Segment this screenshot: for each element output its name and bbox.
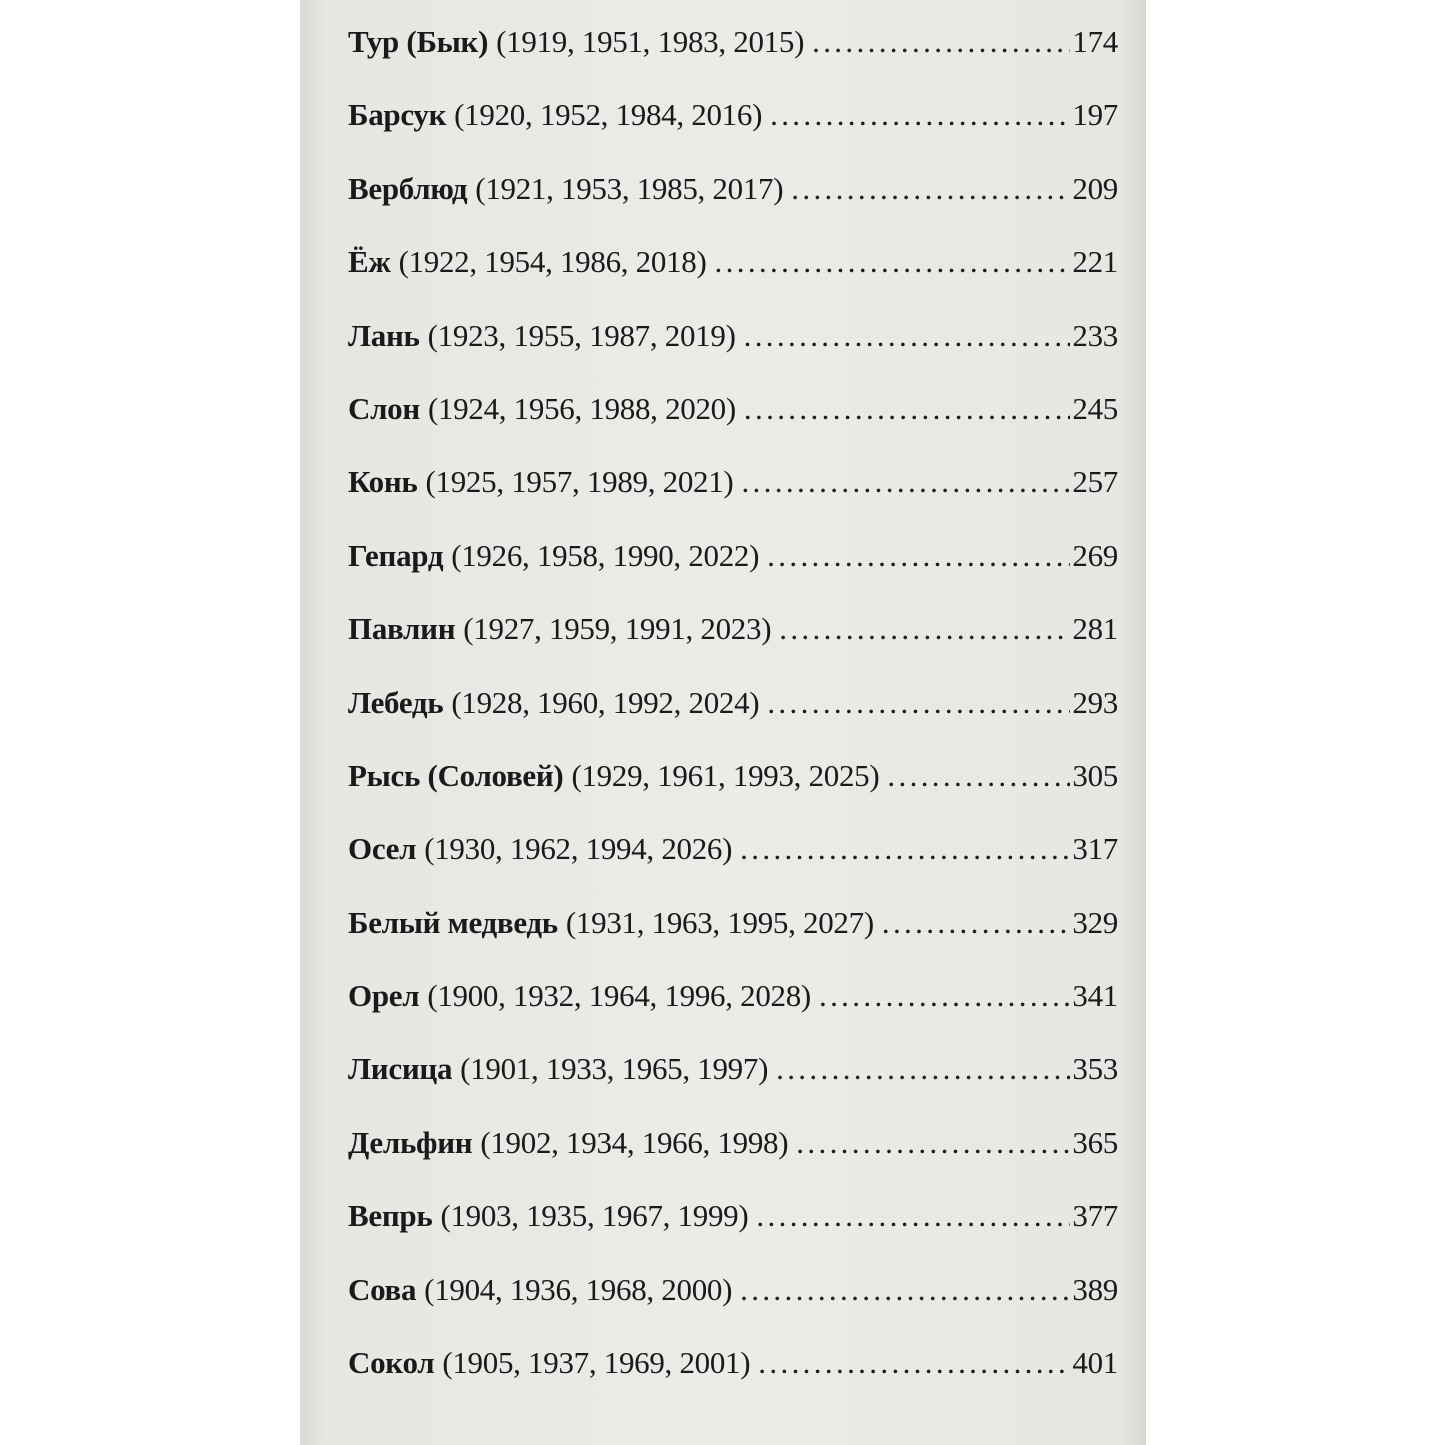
toc-entry-name: Павлин — [348, 611, 456, 647]
dot-leader — [819, 978, 1070, 1014]
toc-entry-page-number: 233 — [1072, 317, 1118, 353]
toc-entry-years: (1927, 1959, 1991, 2023) — [463, 611, 772, 647]
toc-entry-name: Тур (Бык) — [348, 24, 489, 59]
toc-entry-page-number: 389 — [1072, 1271, 1118, 1307]
toc-entry-years: (1921, 1953, 1985, 2017) — [475, 170, 784, 206]
toc-entry-name: Лебедь — [348, 684, 444, 720]
toc-entry — [348, 831, 1118, 904]
toc-entry-name: Верблюд — [348, 170, 468, 206]
toc-entry-name: Дельфин — [348, 1124, 473, 1160]
dot-leader — [740, 831, 1070, 867]
toc-entry — [348, 538, 1118, 611]
toc-entry-page-number: 209 — [1072, 170, 1118, 206]
toc-entry-years: (1931, 1963, 1995, 2027) — [565, 904, 874, 940]
toc-entry-page-number: 257 — [1072, 464, 1118, 500]
toc-entry-name: Рысь (Соловей) — [348, 757, 564, 793]
toc-entry — [348, 611, 1118, 684]
toc-entry-years: (1924, 1956, 1988, 2020) — [427, 390, 736, 426]
toc-entry-page-number: 245 — [1072, 390, 1118, 426]
toc-entry — [348, 318, 1118, 391]
toc-entry-name: Орел — [348, 978, 420, 1014]
toc-entry-years: (1930, 1962, 1994, 2026) — [424, 831, 733, 867]
dot-leader — [796, 1125, 1070, 1161]
dot-leader — [812, 24, 1070, 60]
dot-leader — [882, 905, 1071, 941]
toc-entry-years: (1905, 1937, 1969, 2001) — [442, 1345, 751, 1381]
toc-entry — [348, 758, 1118, 831]
toc-entry — [348, 1272, 1118, 1345]
toc-entry-years: (1904, 1936, 1968, 2000) — [424, 1271, 733, 1307]
toc-entry-name: Сокол — [348, 1345, 435, 1381]
toc-entry-page-number: 305 — [1072, 757, 1118, 793]
toc-entry-years: (1929, 1961, 1993, 2025) — [571, 757, 880, 793]
toc-entry-name: Ёж — [348, 244, 391, 280]
toc-entry-page-number: 269 — [1072, 537, 1118, 573]
toc-entry-page-number: 281 — [1072, 611, 1118, 647]
toc-entry-years: (1926, 1958, 1990, 2022) — [451, 537, 760, 573]
dot-leader — [767, 538, 1070, 574]
toc-entry-name: Барсук — [348, 97, 447, 133]
toc-entry-years: (1920, 1952, 1984, 2016) — [454, 97, 763, 133]
toc-entry-page-number: 174 — [1072, 24, 1118, 59]
toc-entry-name: Сова — [348, 1271, 417, 1307]
toc-entry — [348, 171, 1118, 244]
dot-leader — [758, 1345, 1070, 1381]
toc-entry — [348, 685, 1118, 758]
toc-entry — [348, 1051, 1118, 1124]
toc-entry-name: Белый медведь — [348, 904, 558, 940]
toc-entry — [348, 978, 1118, 1051]
toc-entry-name: Осел — [348, 831, 417, 867]
toc-entry-name: Лань — [348, 317, 420, 353]
toc-entry-years: (1928, 1960, 1992, 2024) — [451, 684, 760, 720]
toc-entry-page-number: 377 — [1072, 1198, 1118, 1234]
dot-leader — [887, 758, 1070, 794]
toc-entry — [348, 391, 1118, 464]
toc-entry-name: Лисица — [348, 1051, 453, 1087]
toc-entry-name: Вепрь — [348, 1198, 433, 1234]
toc-entry-years: (1902, 1934, 1966, 1998) — [480, 1124, 789, 1160]
dot-leader — [756, 1198, 1070, 1234]
dot-leader — [740, 1272, 1070, 1308]
dot-leader — [715, 244, 1071, 280]
toc-entry — [348, 1125, 1118, 1198]
toc-entry-years: (1923, 1955, 1987, 2019) — [427, 317, 736, 353]
toc-entry-name: Слон — [348, 390, 420, 426]
dot-leader — [744, 318, 1071, 354]
toc-entry — [348, 464, 1118, 537]
dot-leader — [767, 685, 1070, 721]
toc-entry — [348, 244, 1118, 317]
dot-leader — [770, 97, 1070, 133]
toc-entry — [348, 1345, 1118, 1418]
toc-entry — [348, 905, 1118, 978]
toc-entry-years: (1903, 1935, 1967, 1999) — [440, 1198, 749, 1234]
toc-entry — [348, 97, 1118, 170]
toc-entry-page-number: 221 — [1072, 244, 1118, 280]
dot-leader — [741, 464, 1070, 500]
toc-entry-years: (1925, 1957, 1989, 2021) — [425, 464, 734, 500]
toc-entry-page-number: 197 — [1072, 97, 1118, 133]
toc-entry-name: Конь — [348, 464, 418, 500]
toc-entry-page-number: 353 — [1072, 1051, 1118, 1087]
toc-entry-page-number: 293 — [1072, 684, 1118, 720]
dot-leader — [776, 1051, 1070, 1087]
toc-entry-page-number: 365 — [1072, 1124, 1118, 1160]
dot-leader — [791, 171, 1070, 207]
toc-entry-years: (1901, 1933, 1965, 1997) — [460, 1051, 769, 1087]
toc-entry — [348, 1198, 1118, 1271]
toc-entry-page-number: 341 — [1072, 978, 1118, 1014]
dot-leader — [744, 391, 1070, 427]
toc-entry — [348, 24, 1118, 97]
toc-entry-page-number: 401 — [1072, 1345, 1118, 1381]
toc-entry-name: Гепард — [348, 537, 444, 573]
book-page — [300, 0, 1146, 1445]
toc-entry-years: (1919, 1951, 1983, 2015) — [496, 24, 805, 59]
toc-entry-page-number: 317 — [1072, 831, 1118, 867]
toc-entry-page-number: 329 — [1072, 904, 1118, 940]
toc-entry-years: (1922, 1954, 1986, 2018) — [398, 244, 707, 280]
table-of-contents — [348, 24, 1118, 1418]
dot-leader — [779, 611, 1070, 647]
toc-entry-years: (1900, 1932, 1964, 1996, 2028) — [427, 978, 811, 1014]
